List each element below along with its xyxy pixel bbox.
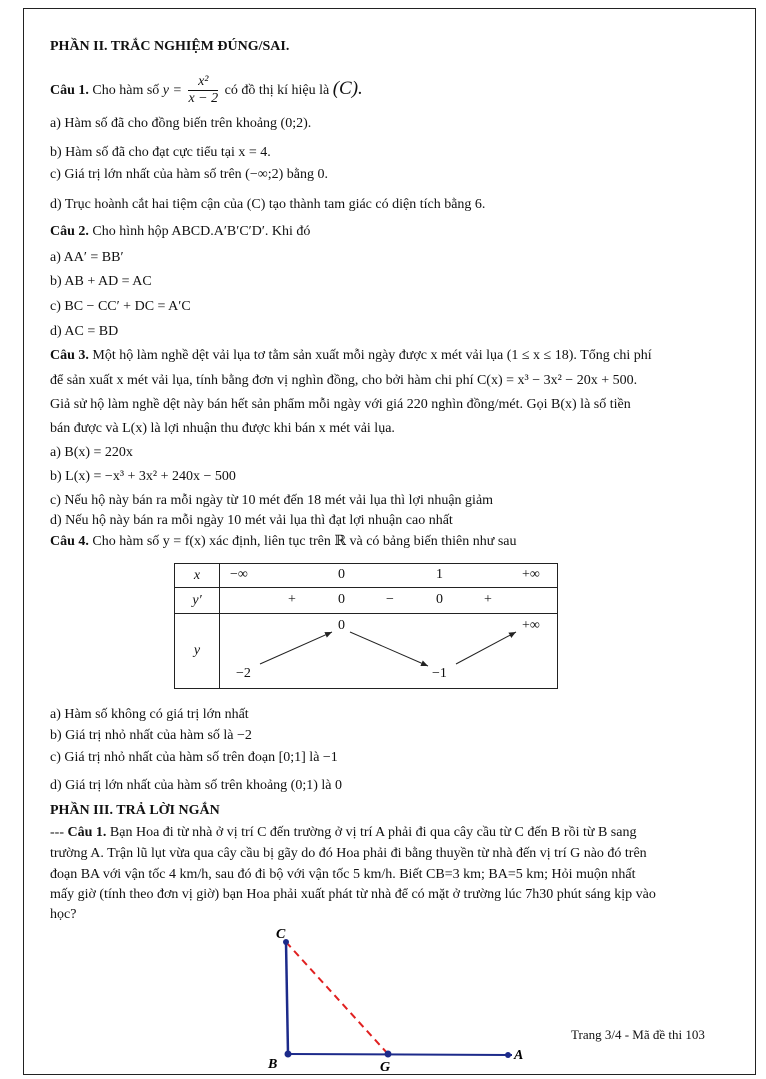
vt-sign-2: 0 — [338, 592, 345, 607]
vt-y-min: −1 — [432, 666, 447, 681]
vt-sign-5: + — [484, 592, 492, 607]
vt-x-pos-inf: +∞ — [522, 567, 540, 582]
vt-yprime-row — [220, 588, 558, 614]
vt-sign-3: − — [386, 592, 394, 607]
q3-line-2: để sản xuất x mét vải lụa, tính bằng đơn vị nghìn đồng, cho bởi hàm chi phí C(x) = x³ − 3x² − 20x + 500. — [50, 373, 638, 388]
point-G — [385, 1051, 392, 1058]
q4-option-c: c) Giá trị nhỏ nhất của hàm số trên đoạn [0;1] là −1 — [50, 750, 338, 765]
q1-label: Câu 1. — [50, 83, 89, 98]
q3-option-a: a) B(x) = 220x — [50, 445, 133, 460]
q3-option-c: c) Nếu hộ này bán ra mỗi ngày từ 10 mét đến 18 mét vải lụa thì lợi nhuận giảm — [50, 493, 494, 508]
vt-x-label: x — [175, 564, 220, 588]
s3-q1-label: Câu 1. — [67, 825, 107, 840]
vt-arrows — [220, 614, 560, 690]
q2-option-b: b) AB + AD = AC — [50, 274, 152, 289]
variation-table — [174, 563, 558, 689]
s3-q1-line-5: học? — [50, 907, 77, 922]
q1-option-a: a) Hàm số đã cho đồng biến trên khoảng (0;2). — [50, 116, 312, 131]
s3-q1-line-2: trường A. Trận lũ lụt vừa qua cây cầu bị gãy do đó Hoa phải đi bằng thuyền từ nhà đến vị trí G nào đó trên — [50, 846, 647, 861]
q4-intro: Cho hàm số y = f(x) xác định, liên tục trên ℝ và có bảng biến thiên như sau — [92, 534, 517, 549]
s3-q1-line-3: đoạn BA với vận tốc 4 km/h, sau đó đi bộ với vận tốc 5 km/h. Biết CB=3 km; BA=5 km; Hỏi muộn nhất — [50, 867, 636, 882]
bridge-figure — [260, 925, 540, 1075]
q4-option-a: a) Hàm số không có giá trị lớn nhất — [50, 707, 249, 722]
vt-y-start: −2 — [236, 666, 251, 681]
vt-y-label: y — [175, 614, 220, 689]
q3-line-3: Giả sử hộ làm nghề dệt này bán hết sản phẩm mỗi ngày với giá 220 nghìn đồng/mét. Gọi B(x) là số tiền — [50, 397, 631, 412]
vt-x-1: 1 — [436, 567, 443, 582]
q4-label: Câu 4. — [50, 534, 89, 549]
label-A: A — [514, 1048, 524, 1063]
q2-label: Câu 2. — [50, 224, 89, 239]
q4-stem — [50, 533, 516, 551]
s3-q1-line-1 — [50, 824, 636, 842]
q1-fraction-den: x − 2 — [188, 91, 219, 107]
label-B: B — [268, 1057, 278, 1072]
segment-BA — [288, 1054, 512, 1055]
vt-yprime-label: y′ — [175, 588, 220, 614]
label-G: G — [380, 1060, 391, 1075]
page-footer: Trang 3/4 - Mã đề thi 103 — [571, 1027, 705, 1042]
vt-sign-1: + — [288, 592, 296, 607]
vt-y-row — [220, 614, 558, 689]
point-A — [505, 1052, 511, 1058]
q1-option-c: c) Giá trị lớn nhất của hàm số trên (−∞;2) bằng 0. — [50, 167, 328, 182]
q2-intro: Cho hình hộp ABCD.A′B′C′D′. Khi đó — [92, 224, 311, 239]
vt-sign-4: 0 — [436, 592, 443, 607]
vt-y-end: +∞ — [522, 618, 540, 633]
q4-option-b: b) Giá trị nhỏ nhất của hàm số là −2 — [50, 728, 252, 743]
label-C: C — [276, 927, 286, 942]
vt-arrow-up-1 — [260, 632, 332, 664]
q1-stem — [50, 72, 363, 108]
q1-fraction-num: x² — [188, 74, 218, 91]
section-2-title: PHẦN II. TRẮC NGHIỆM ĐÚNG/SAI. — [50, 39, 290, 54]
q1-option-d: d) Trục hoành cắt hai tiệm cận của (C) tạo thành tam giác có diện tích bằng 6. — [50, 197, 486, 212]
vt-arrow-down — [350, 632, 428, 666]
segment-CB — [286, 942, 288, 1054]
q3-line-1 — [50, 347, 652, 365]
q2-stem — [50, 223, 310, 241]
s3-q1-line-4: mấy giờ (tính theo đơn vị giờ) bạn Hoa phải xuất phát từ nhà để có mặt ở trường lúc 7h30 phút sáng kịp vào — [50, 887, 656, 902]
q2-option-d: d) AC = BD — [50, 324, 119, 339]
q3-label: Câu 3. — [50, 348, 89, 363]
vt-x-0: 0 — [338, 567, 345, 582]
point-B — [285, 1051, 292, 1058]
s3-q1-line1-text: Bạn Hoa đi từ nhà ở vị trí C đến trường ở vị trí A phải đi qua cây cầu từ C đến B rồi từ B sang — [109, 825, 637, 840]
q1-func-y: y = — [162, 83, 182, 98]
q2-option-c: c) BC − CC′ + DC = A′C — [50, 299, 191, 314]
q1-fraction — [188, 74, 218, 107]
q2-option-a: a) AA′ = BB′ — [50, 250, 124, 265]
vt-arrow-up-2 — [456, 632, 516, 664]
q3-line1-text: Một hộ làm nghề dệt vải lụa tơ tằm sản xuất mỗi ngày được x mét vải lụa (1 ≤ x ≤ 18). Tổng chi phí — [92, 348, 652, 363]
q3-line-4: bán được và L(x) là lợi nhuận thu được khi bán x mét vải lụa. — [50, 421, 395, 436]
q4-option-d: d) Giá trị lớn nhất của hàm số trên khoảng (0;1) là 0 — [50, 778, 342, 793]
vt-x-row — [220, 564, 558, 588]
q3-option-b: b) L(x) = −x³ + 3x² + 240x − 500 — [50, 469, 236, 484]
q1-graph: (C). — [332, 78, 363, 99]
vt-y-max: 0 — [338, 618, 345, 633]
vt-x-neg-inf: −∞ — [230, 567, 248, 582]
section-3-title: PHẦN III. TRẢ LỜI NGẮN — [50, 803, 220, 818]
q3-option-d: d) Nếu hộ này bán ra mỗi ngày 10 mét vải lụa thì đạt lợi nhuận cao nhất — [50, 513, 453, 528]
s3-q1-prefix: --- — [50, 825, 64, 840]
segment-CG — [286, 942, 388, 1054]
q1-intro: Cho hàm số — [92, 83, 160, 98]
q1-after: có đồ thị kí hiệu là — [224, 83, 330, 98]
q1-option-b: b) Hàm số đã cho đạt cực tiểu tại x = 4. — [50, 145, 271, 160]
